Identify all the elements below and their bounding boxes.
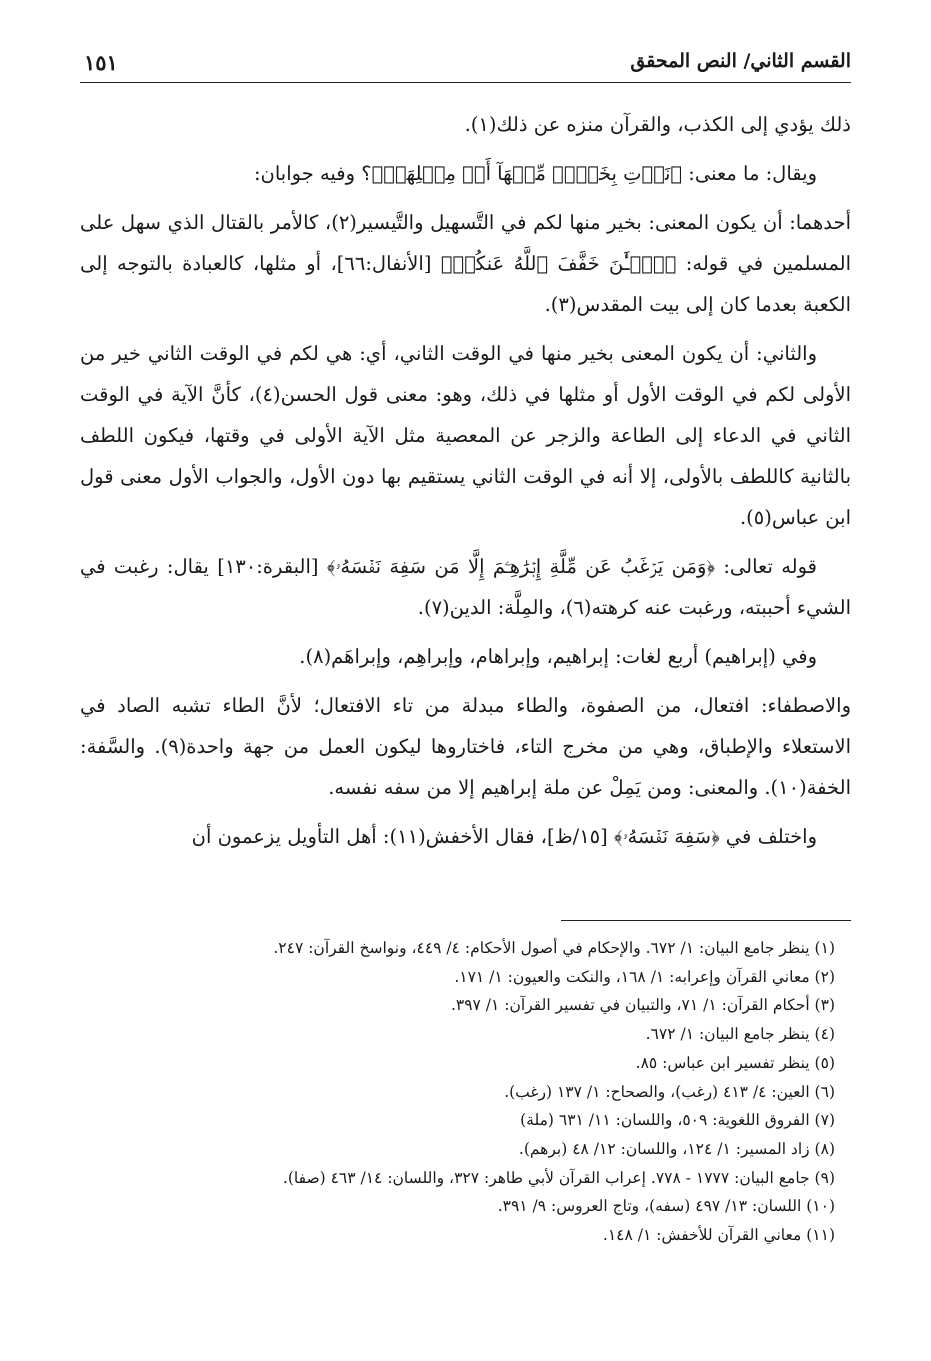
page-number: ١٥١ xyxy=(84,50,118,75)
header-title: القسم الثاني/ النص المحقق xyxy=(630,50,851,72)
header-divider xyxy=(80,82,851,83)
footnote-divider xyxy=(561,920,851,921)
paragraph: أحدهما: أن يكون المعنى: بخير منها لكم في التَّسهيل والتَّيسير(٢)، كالأمر بالقتال الذي سهل على المسلمين في قوله: ﴿ٱلۡـَٰٔنَ خَفَّفَ ٱللَّهُ عَنكُمۡ﴾ [الأنفال:٦٦]، أو مثلها، كالعبادة بالتوجه إلى الكعبة بعدما كان إلى بيت المقدس(٣). xyxy=(80,211,851,316)
footnote: (٤) ينظر جامع البيان: ١/ ٦٧٢. xyxy=(645,1025,835,1044)
paragraph: ويقال: ما معنى: ﴿نَأۡتِ بِخَيۡرٖ مِّنۡهَآ أَوۡ مِثۡلِهَآۗ﴾؟ وفيه جوابان: xyxy=(253,162,817,185)
paragraph: وفي (إبراهيم) أربع لغات: إبراهيم، وإبراهام، وإبراهِم، وإبراهَم(٨). xyxy=(299,645,817,668)
paragraph: قوله تعالى: ﴿وَمَن يَرۡغَبُ عَن مِّلَّةِ إِبۡرَٰهِـۧمَ إِلَّا مَن سَفِهَ نَفۡسَهُۥ﴾ [البقرة:١٣٠] يقال: رغبت في الشيء أحببته، ورغبت عنه كرهته(٦)، والمِلَّة: الدين(٧). xyxy=(80,555,851,619)
footnote: (٦) العين: ٤/ ٤١٣ (رغب)، والصحاح: ١/ ١٣٧ (رغب). xyxy=(504,1082,835,1101)
footnote: (١) ينظر جامع البيان: ١/ ٦٧٢. والإحكام في أصول الأحكام: ٤/ ٤٤٩، ونواسخ القرآن: ٢٤٧. xyxy=(273,939,835,957)
footnote: (٣) أحكام القرآن: ١/ ٧١، والتبيان في تفسير القرآن: ١/ ٣٩٧. xyxy=(450,996,835,1015)
main-text xyxy=(80,104,851,865)
paragraph: والثاني: أن يكون المعنى بخير منها في الوقت الثاني، أي: هي لكم في الوقت الثاني خير من الأولى لكم في الوقت الأول أو مثلها في ذلك، وهو: معنى قول الحسن(٤)، كأنَّ الآية في الوقت الثاني في الدعاء إلى الطاعة والزجر عن المعصية مثل الآية الأولى في وقتها، فيكون اللطف بالثانية كاللطف بالأولى، إلا أنه في الوقت الثاني يستقيم بها دون الأول، والجواب الأول معنى قول ابن عباس(٥). xyxy=(80,342,851,529)
footnote: (١٠) اللسان: ١٣/ ٤٩٧ (سفه)، وتاج العروس: ٩/ ٣٩١. xyxy=(497,1197,835,1216)
paragraph: واختلف في ﴿سَفِهَ نَفۡسَهُۥ﴾ [١٥/ظ]، فقال الأخفش(١١): أهل التأويل يزعمون أن xyxy=(191,825,817,848)
footnote: (٢) معاني القرآن وإعرابه: ١/ ١٦٨، والنكت والعيون: ١/ ١٧١. xyxy=(454,967,835,986)
paragraph: والاصطفاء: افتعال، من الصفوة، والطاء مبدلة من تاء الافتعال؛ لأنَّ الطاء تشبه الصاد في الاستعلاء والإطباق، وهي من مخرج التاء، فاختاروها ليكون العمل من جهة واحدة(٩). والسَّفة: الخفة(١٠). والمعنى: ومن يَمِلْ عن ملة إبراهيم إلا من سفه نفسه. xyxy=(80,694,851,799)
footnote: (٨) زاد المسير: ١/ ١٢٤، واللسان: ١٢/ ٤٨ (برهم). xyxy=(518,1139,835,1158)
footnote: (٩) جامع البيان: ١٧٧٧ - ٧٧٨. إعراب القرآن لأبي طاهر: ٣٢٧، واللسان: ١٤/ ٤٦٣ (صفا). xyxy=(282,1168,835,1187)
footnote: (١١) معاني القرآن للأخفش: ١/ ١٤٨. xyxy=(602,1226,835,1245)
paragraph: ذلك يؤدي إلى الكذب، والقرآن منزه عن ذلك(١). xyxy=(464,113,851,136)
footnotes xyxy=(80,934,851,1250)
running-header xyxy=(80,46,851,82)
footnote: (٥) ينظر تفسير ابن عباس: ٨٥. xyxy=(635,1053,835,1072)
footnote: (٧) الفروق اللغوية: ٥٠٩، واللسان: ١١/ ٦٣١ (ملة) xyxy=(520,1111,835,1130)
